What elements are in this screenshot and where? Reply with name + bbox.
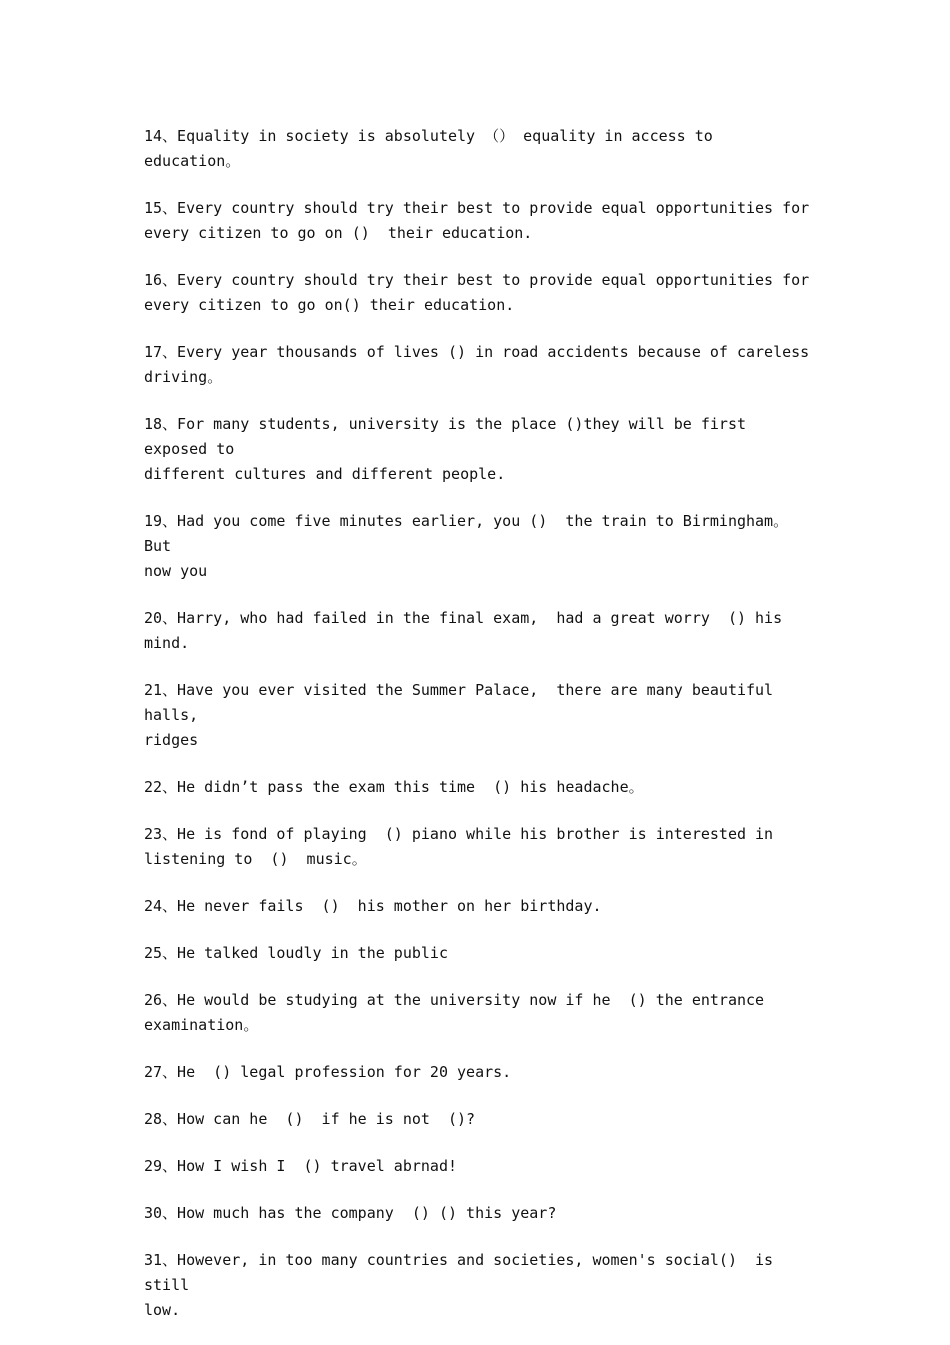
question-22: 22、He didn’t pass the exam this time () his headache。 bbox=[144, 778, 644, 796]
question-20: 20、Harry, who had failed in the final exam, had a great worry () his mind. bbox=[144, 609, 792, 652]
question-18: 18、For many students, university is the place ()they will be first exposed to different cultures and different people. bbox=[144, 415, 746, 483]
question-14: 14、Equality in society is absolutely （） equality in access to education。 bbox=[144, 127, 722, 170]
question-15: 15、Every country should try their best to provide equal opportunities for every citizen to go on () their education. bbox=[144, 199, 810, 242]
question-23: 23、He is fond of playing () piano while his brother is interested in listening to () music。 bbox=[144, 825, 774, 868]
question-24: 24、He never fails () his mother on her birthday. bbox=[144, 897, 602, 915]
question-19: 19、Had you come five minutes earlier, you () the train to Birmingham。 But now you bbox=[144, 512, 789, 580]
question-28: 28、How can he () if he is not ()? bbox=[144, 1110, 476, 1128]
question-29: 29、How I wish I () travel abrnad! bbox=[144, 1157, 458, 1175]
question-25: 25、He talked loudly in the public bbox=[144, 944, 448, 962]
question-list bbox=[144, 124, 814, 1345]
question-31: 31、However, in too many countries and societies, women's social() is still low. bbox=[144, 1251, 774, 1319]
question-16: 16、Every country should try their best to provide equal opportunities for every citizen to go on() their education. bbox=[144, 271, 810, 314]
question-30: 30、How much has the company () () this year? bbox=[144, 1204, 557, 1222]
question-26: 26、He would be studying at the university now if he () the entrance examination。 bbox=[144, 991, 765, 1034]
question-17: 17、Every year thousands of lives () in road accidents because of careless driving。 bbox=[144, 343, 810, 386]
question-27: 27、He () legal profession for 20 years. bbox=[144, 1063, 512, 1081]
question-21: 21、Have you ever visited the Summer Palace, there are many beautiful halls, ridges bbox=[144, 681, 774, 749]
